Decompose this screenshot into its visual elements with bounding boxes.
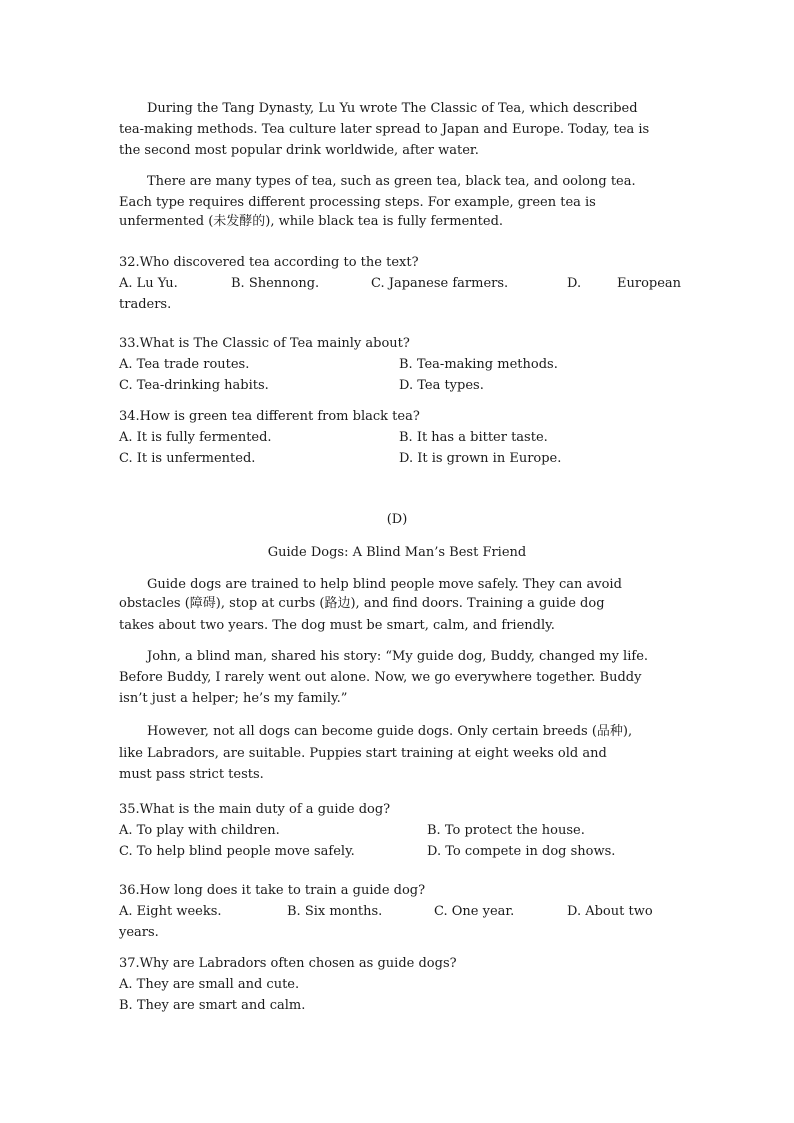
passage-d-p2-line3: isn’t just a helper; he’s my family.” — [119, 691, 348, 706]
option-b: B. Six months. — [287, 904, 383, 919]
option-d-text: European — [617, 276, 682, 291]
question-37-stem: 37.Why are Labradors often chosen as guide dogs? — [119, 956, 457, 971]
passage-d-p1-line1: Guide dogs are trained to help blind people move safely. They can avoid — [147, 577, 622, 592]
question-37-option-b: B. They are smart and calm. — [119, 998, 306, 1013]
question-32-stem: 32.Who discovered tea according to the text? — [119, 255, 419, 270]
option-b: B. To protect the house. — [427, 823, 585, 838]
question-34-options-row2 — [119, 451, 679, 467]
option-c: C. Tea-drinking habits. — [119, 378, 269, 393]
option-d: D. To compete in dog shows. — [427, 844, 616, 859]
option-c: C. One year. — [434, 904, 515, 919]
option-d: D. Tea types. — [399, 378, 484, 393]
option-d: D. It is grown in Europe. — [399, 451, 562, 466]
question-35-options-row1 — [119, 823, 679, 839]
option-a: A. Lu Yu. — [119, 276, 178, 291]
option-a: A. Eight weeks. — [119, 904, 222, 919]
option-a: A. Tea trade routes. — [119, 357, 250, 372]
passage-c-p1-line1: During the Tang Dynasty, Lu Yu wrote The Classic of Tea, which described — [147, 101, 638, 116]
option-c: C. It is unfermented. — [119, 451, 256, 466]
question-35-stem: 35.What is the main duty of a guide dog? — [119, 802, 391, 817]
question-33-stem: 33.What is The Classic of Tea mainly about? — [119, 336, 410, 351]
option-c: C. Japanese farmers. — [371, 276, 509, 291]
passage-c-p2-line3: unfermented (未发酵的), while black tea is fully fermented. — [119, 214, 504, 229]
question-33-options-row1 — [119, 357, 679, 373]
passage-d-p3-line3: must pass strict tests. — [119, 767, 264, 782]
question-35-options-row2 — [119, 844, 679, 860]
option-d: D. — [567, 276, 582, 291]
question-32-options — [119, 276, 682, 292]
passage-c-p1-line2: tea-making methods. Tea culture later spread to Japan and Europe. Today, tea is — [119, 122, 650, 137]
question-37-option-a: A. They are small and cute. — [119, 977, 300, 992]
option-b: B. Shennong. — [231, 276, 320, 291]
question-33-options-row2 — [119, 378, 679, 394]
section-d-label: (D) — [386, 512, 408, 527]
passage-c-p1-line3: the second most popular drink worldwide, after water. — [119, 143, 479, 158]
passage-d-p2-line2: Before Buddy, I rarely went out alone. Now, we go everywhere together. Buddy — [119, 670, 642, 685]
question-36-option-d-continued: years. — [119, 925, 159, 940]
passage-d-p2-line1: John, a blind man, shared his story: “My guide dog, Buddy, changed my life. — [147, 649, 649, 664]
passage-d-p3-line2: like Labradors, are suitable. Puppies start training at eight weeks old and — [119, 746, 607, 761]
option-b: B. Tea-making methods. — [399, 357, 558, 372]
option-c: C. To help blind people move safely. — [119, 844, 355, 859]
question-36-options — [119, 904, 679, 920]
passage-d-p3-line1: However, not all dogs can become guide dogs. Only certain breeds (品种), — [147, 724, 633, 739]
passage-c-p2-line2: Each type requires different processing steps. For example, green tea is — [119, 195, 596, 210]
passage-d-p1-line3: takes about two years. The dog must be smart, calm, and friendly. — [119, 618, 555, 633]
section-d-title: Guide Dogs: A Blind Man’s Best Friend — [267, 545, 527, 560]
question-34-options-row1 — [119, 430, 679, 446]
question-32-option-d-continued: traders. — [119, 297, 172, 312]
question-36-stem: 36.How long does it take to train a guide dog? — [119, 883, 426, 898]
option-d: D. About two — [567, 904, 653, 919]
option-b: B. It has a bitter taste. — [399, 430, 548, 445]
option-a: A. It is fully fermented. — [119, 430, 272, 445]
passage-c-p2-line1: There are many types of tea, such as green tea, black tea, and oolong tea. — [147, 174, 636, 189]
option-a: A. To play with children. — [119, 823, 280, 838]
question-34-stem: 34.How is green tea different from black tea? — [119, 409, 420, 424]
passage-d-p1-line2: obstacles (障碍), stop at curbs (路边), and find doors. Training a guide dog — [119, 596, 605, 611]
